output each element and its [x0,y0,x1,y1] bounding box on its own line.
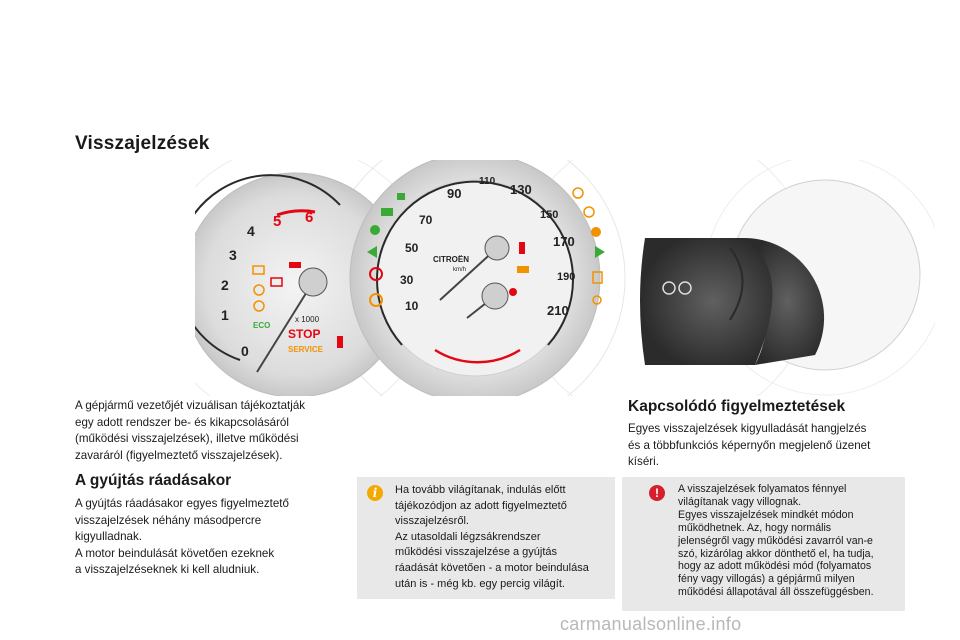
brand-label: CITROËN [433,255,469,264]
info-line: tájékozódjon az adott figyelmeztető [395,499,567,512]
ignition-line: A gyújtás ráadásakor egyes figyelmeztető [75,497,289,510]
related-line: és a többfunkciós képernyőn megjelenő üzenet [628,438,871,452]
intro-line: (működési visszajelzések), illetve működési [75,432,299,445]
warning-line: fény vagy villogás) a gépjármű milyen [678,573,855,586]
ignition-text [75,496,335,579]
watermark: carmanualsonline.info [560,614,742,634]
related-text [628,421,913,471]
speedometer [350,160,605,396]
intro-line: zavaráról (figyelmeztető visszajelzések). [75,448,283,462]
speed-number: 110 [479,176,496,187]
foglight-icon [370,225,380,235]
tacho-number: 6 [305,209,314,226]
speed-number: 10 [405,299,419,313]
speed-number: 50 [405,241,419,255]
warning-note-box [622,477,905,611]
ignition-line: A motor beindulását követően ezeknek [75,546,275,560]
speed-number: 210 [547,303,569,318]
tacho-number: 5 [273,213,282,230]
front-foglight-icon [584,207,594,217]
oil-icon [289,262,301,268]
stop-label: STOP [288,327,321,341]
tacho-number: 3 [229,247,237,263]
warning-line: A visszajelzések folyamatos fénnyel [678,483,847,495]
intro-text [75,398,350,464]
eco-label: ECO [253,321,271,330]
speed-number: 90 [447,186,462,201]
tacho-number: 4 [247,223,255,239]
warning-icon: ! [649,485,665,501]
info-note-box [357,477,615,599]
info-icon: i [367,485,383,501]
related-line: Egyes visszajelzések kigyulladását hangjelzés [628,422,867,435]
right-indicator-icon [595,246,605,258]
airbag-icon [509,288,517,296]
dipped-beam-icon [381,208,393,216]
coolant-icon [337,336,343,348]
speed-number: 70 [419,213,433,227]
ignition-line: a visszajelzéseknek ki kell aludniuk. [75,563,260,576]
warning-line: Egyes visszajelzések mindkét módon [678,508,854,521]
info-line: működési visszajelzése a gyújtás [395,546,558,559]
speed-number: 150 [540,209,559,221]
info-line: ráadását követően - a motor beindulása [395,561,589,574]
warning-line: működési állapotával áll összefüggésben. [678,586,874,599]
ignition-line: kigyulladnak. [75,530,143,543]
related-line: kíséri. [628,455,659,468]
info-line: után is - még kb. egy percig világít. [395,577,565,590]
speed-unit: km/h [453,267,467,273]
speed-number: 30 [400,273,414,287]
esp-icon [517,266,529,273]
sidelights-icon [397,193,405,200]
warning-line: működhetnek. Az, hogy normális [678,521,832,534]
service-label: SERVICE [288,345,323,354]
speed-number: 190 [557,271,576,283]
info-line: Ha tovább világítanak, indulás előtt [395,484,566,496]
intro-line: A gépjármű vezetőjét vizuálisan tájékoztatják [75,399,306,412]
auxiliary-dial [640,180,920,370]
info-line: visszajelzésről. [395,515,469,528]
related-heading: Kapcsolódó figyelmeztetések [628,398,846,415]
tacho-number: 2 [221,277,229,293]
tacho-unit: x 1000 [295,315,320,324]
intro-line: egy adott rendszer be- és kikapcsolásáról [75,415,289,429]
warning-line: szó, kizárólag akkor dönthető el, ha tudja, [678,547,874,560]
tacho-number: 1 [221,307,229,323]
page-title: Visszajelzések [75,133,210,154]
ignition-line: visszajelzések néhány másodpercre [75,513,262,527]
warning-line: jelenségről vagy működési zavarról van-e [678,534,873,547]
speed-number: 130 [510,182,532,197]
info-line: Az utasoldali légzsákrendszer [395,530,541,543]
rear-foglight-icon [573,188,583,198]
tacho-number: 0 [241,343,249,359]
passenger-airbag-icon [591,227,601,237]
ignition-heading: A gyújtás ráadásakor [75,472,232,489]
instrument-cluster-illustration [195,160,935,396]
warning-line: hogy az adott működési mód (folyamatos [678,560,872,573]
speed-number: 170 [553,234,575,249]
warning-line: világítanak vagy villognak. [678,495,802,508]
seatbelt-icon [519,242,525,254]
